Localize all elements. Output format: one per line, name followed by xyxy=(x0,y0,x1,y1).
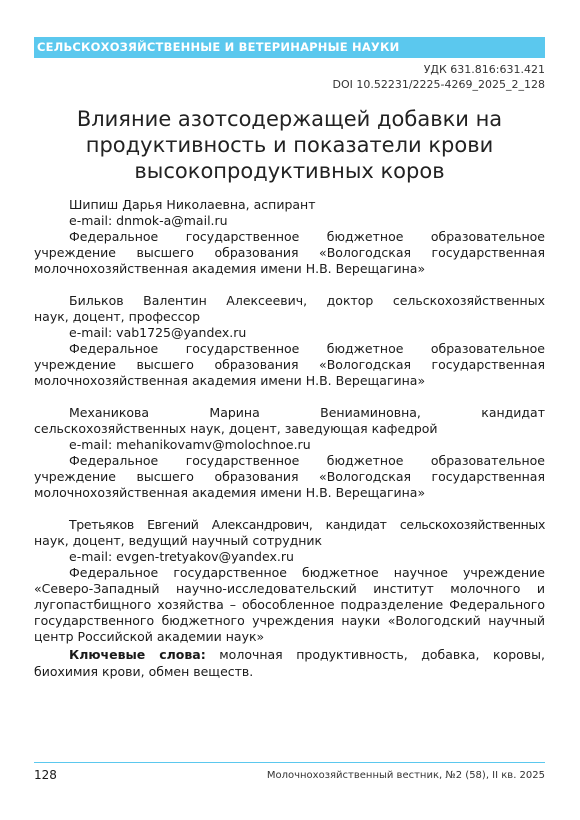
author-affiliation: Федеральное государственное бюджетное образовательное xyxy=(69,341,545,356)
author-block xyxy=(34,197,545,277)
keywords-label: Ключевые слова: xyxy=(69,647,206,662)
article-title xyxy=(34,106,545,184)
author-list xyxy=(34,197,545,661)
keywords-text: молочная продуктивность, добавка, коровы, биохимия крови, обмен веществ. xyxy=(34,647,545,679)
author-email[interactable]: e-mail: vab1725@yandex.ru xyxy=(69,325,247,340)
author-affiliation: Федеральное государственное бюджетное образовательное xyxy=(69,229,545,244)
author-affiliation-cont: учреждение высшего образования «Вологодская государственная молочнохозяйственная академия имени Н.В. Верещагина» xyxy=(34,469,545,500)
title-line: высокопродуктивных коров xyxy=(134,159,445,183)
author-name-cont: наук, доцент, ведущий научный сотрудник xyxy=(34,533,323,548)
page-number: 128 xyxy=(34,768,57,782)
author-block xyxy=(34,405,545,501)
author-affiliation: Федеральное государственное бюджетное научное учреждение xyxy=(69,565,545,580)
article-meta xyxy=(332,63,545,92)
author-affiliation: Федеральное государственное бюджетное образовательное xyxy=(69,453,545,468)
author-name-cont: наук, доцент, профессор xyxy=(34,309,201,324)
section-header: СЕЛЬСКОХОЗЯЙСТВЕННЫЕ И ВЕТЕРИНАРНЫЕ НАУКИ xyxy=(34,37,545,58)
udc-code: УДК 631.816:631.421 xyxy=(423,63,545,76)
author-email[interactable]: e-mail: evgen-tretyakov@yandex.ru xyxy=(69,549,294,564)
author-affiliation-cont: учреждение высшего образования «Вологодская государственная молочнохозяйственная академия имени Н.В. Верещагина» xyxy=(34,357,545,388)
author-block xyxy=(34,517,545,645)
author-name: Шипиш Дарья Николаевна, аспирант xyxy=(69,197,316,212)
author-email[interactable]: e-mail: dnmok-a@mail.ru xyxy=(69,213,228,228)
author-affiliation-cont: «Северо-Западный научно-исследовательский институт молочного и лугопастбищного хозяйства – обособленное подразделение Федерального государственного бюджетного учреждения науки «Вологодский научный центр Российской академии наук» xyxy=(34,581,545,644)
doi-code: DOI 10.52231/2225-4269_2025_2_128 xyxy=(332,77,545,91)
author-name: Бильков Валентин Алексеевич, доктор сельскохозяйственных xyxy=(69,293,545,308)
author-name: Третьяков Евгений Александрович, кандидат сельскохозяйственных xyxy=(69,517,545,532)
author-email[interactable]: e-mail: mehanikovamv@molochnoe.ru xyxy=(69,437,311,452)
author-block xyxy=(34,293,545,389)
author-affiliation-cont: учреждение высшего образования «Вологодская государственная молочнохозяйственная академия имени Н.В. Верещагина» xyxy=(34,245,545,276)
journal-citation: Молочнохозяйственный вестник, №2 (58), II кв. 2025 xyxy=(266,770,545,781)
title-line: продуктивность и показатели крови xyxy=(85,133,494,157)
author-name-cont: сельскохозяйственных наук, доцент, заведующая кафедрой xyxy=(34,421,438,436)
title-line: Влияние азотсодержащей добавки на xyxy=(76,107,503,131)
footer-divider xyxy=(34,762,545,763)
author-name: Механикова Марина Вениаминовна, кандидат xyxy=(69,405,545,420)
keywords-paragraph xyxy=(34,646,545,680)
